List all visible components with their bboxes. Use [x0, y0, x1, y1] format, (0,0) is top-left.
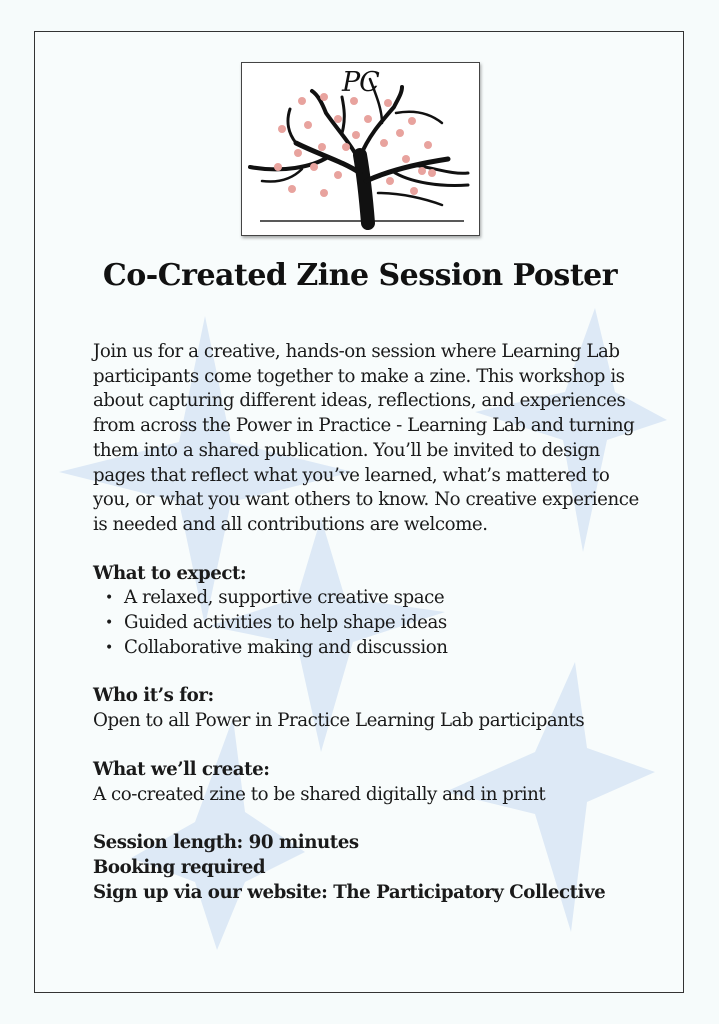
poster-body	[93, 340, 645, 905]
create-text: A co-created zine to be shared digitally and in print	[93, 783, 546, 805]
audience-heading: Who it’s for:	[93, 685, 214, 707]
logo-text: PC	[342, 67, 379, 98]
audience-text: Open to all Power in Practice Learning Lab participants	[93, 710, 585, 732]
signup-note: Sign up via our website: The Participatory Collective	[93, 881, 606, 903]
create-section	[93, 758, 645, 807]
details-section	[93, 831, 645, 905]
intro-paragraph: Join us for a creative, hands-on session where Learning Lab participants come together to make a zine. This workshop is about capturing different ideas, reflections, and experiences from across the Power in Practice - Learning Lab and turning them into a shared publication. You’ll be invited to design pages that reflect what you’ve learned, what’s mattered to you, or what you want others to know. No creative experience is needed and all contributions are welcome.	[93, 341, 639, 535]
session-length: Session length: 90 minutes	[93, 832, 359, 854]
expect-section	[93, 562, 645, 661]
expect-heading: What to expect:	[93, 562, 247, 584]
page-title: Co-Created Zine Session Poster	[102, 258, 618, 293]
list-item: • A relaxed, supportive creative space	[103, 586, 645, 611]
logo	[241, 62, 480, 236]
create-heading: What we’ll create:	[93, 758, 270, 780]
poster-frame	[34, 31, 684, 993]
list-item: • Guided activities to help shape ideas	[103, 611, 645, 636]
audience-section	[93, 684, 645, 733]
expect-list	[93, 586, 645, 660]
booking-note: Booking required	[93, 856, 266, 878]
list-item: • Collaborative making and discussion	[103, 636, 645, 661]
